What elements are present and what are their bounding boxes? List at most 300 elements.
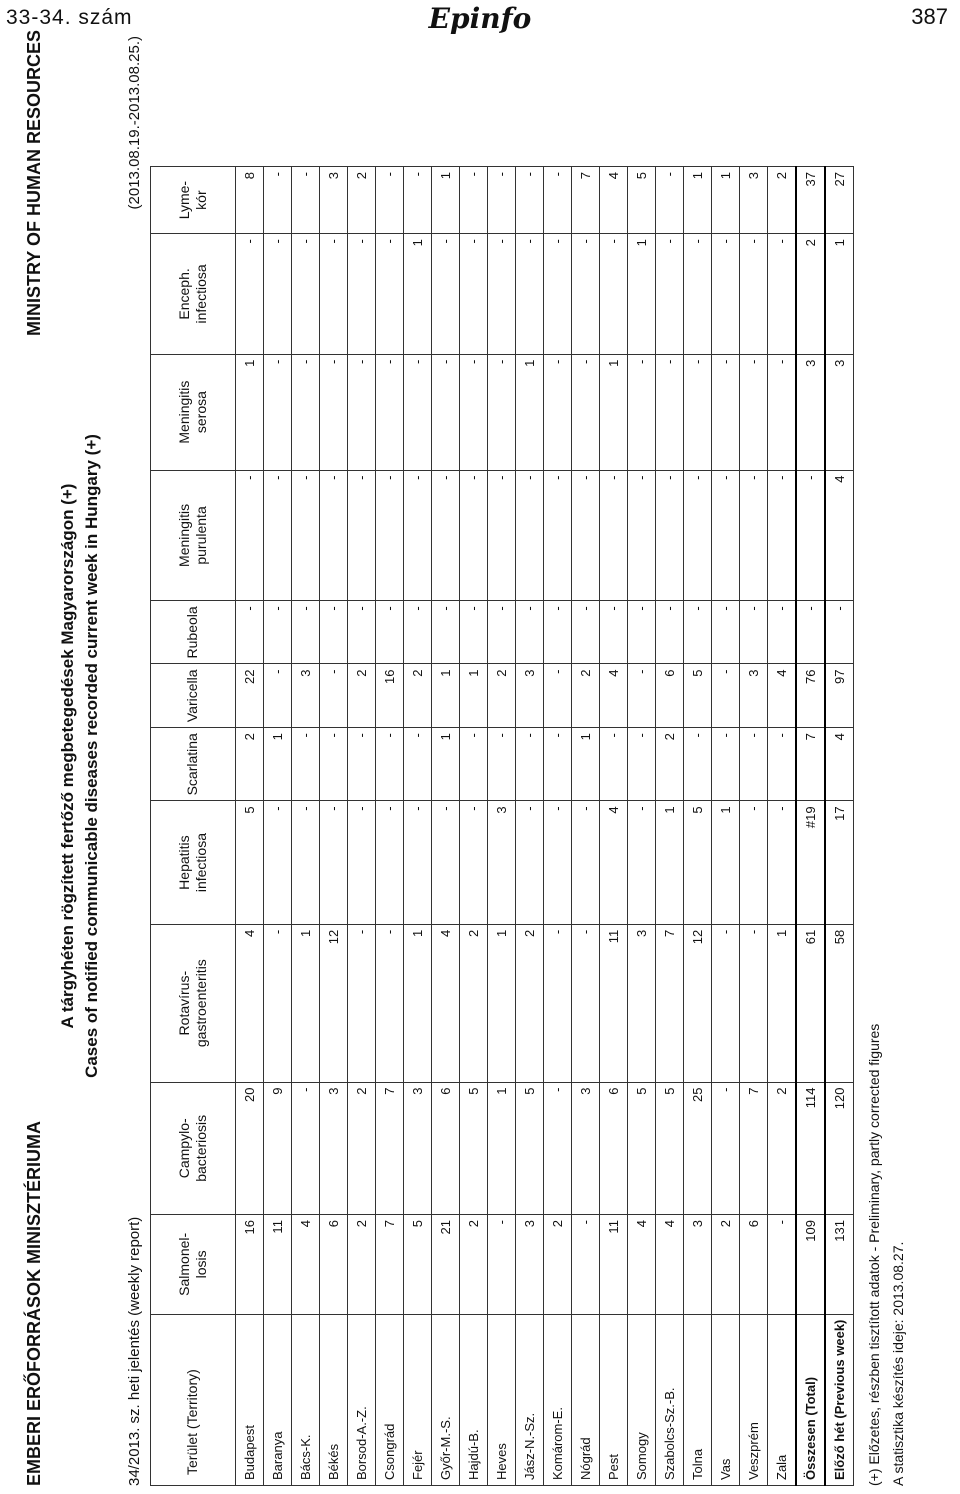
- cell-value: -: [572, 354, 600, 470]
- cell-value: 4: [432, 924, 460, 1082]
- cell-value: -: [684, 728, 712, 801]
- week-label: 34/2013. sz. heti jelentés (weekly report): [126, 1216, 143, 1486]
- epinfo-logo: Epinfo: [428, 2, 532, 35]
- cell-value: -: [656, 470, 684, 601]
- cell-value: -: [740, 234, 768, 355]
- column-header: Rotavírus-gastroenteritis: [151, 924, 236, 1082]
- cell-value: 3: [404, 1082, 432, 1215]
- territory-name: Komárom-E.: [544, 1314, 572, 1485]
- cell-value: -: [712, 601, 740, 664]
- table-row: [460, 167, 488, 1486]
- cell-value: -: [600, 601, 628, 664]
- cell-value: -: [488, 354, 516, 470]
- column-header: Enceph. infectiosa: [151, 234, 236, 355]
- cell-value: 4: [236, 924, 264, 1082]
- cell-value: 5: [404, 1215, 432, 1315]
- ministry-en: MINISTRY OF HUMAN RESOURCES: [24, 30, 44, 337]
- cell-value: 61: [796, 924, 825, 1082]
- cell-value: 2: [348, 167, 376, 234]
- table-row: [516, 167, 544, 1486]
- cell-value: 8: [236, 167, 264, 234]
- cell-value: -: [684, 470, 712, 601]
- cell-value: 4: [628, 1215, 656, 1315]
- cell-value: -: [376, 354, 404, 470]
- cell-value: -: [404, 728, 432, 801]
- cell-value: -: [264, 924, 292, 1082]
- cell-value: -: [712, 728, 740, 801]
- table-row: [292, 167, 320, 1486]
- cell-value: -: [768, 801, 797, 924]
- cell-value: 4: [600, 801, 628, 924]
- disease-table: [150, 166, 854, 1486]
- cell-value: -: [544, 1082, 572, 1215]
- cell-value: 17: [825, 801, 854, 924]
- ministry-hu: EMBERI ERŐFORRÁSOK MINISZTÉRIUMA: [24, 1120, 44, 1486]
- cell-value: 2: [236, 728, 264, 801]
- cell-value: -: [712, 924, 740, 1082]
- cell-value: -: [376, 167, 404, 234]
- cell-value: 5: [684, 664, 712, 728]
- column-header: Varicella: [151, 664, 236, 728]
- cell-value: -: [292, 801, 320, 924]
- cell-value: 3: [320, 1082, 348, 1215]
- table-row: [796, 167, 825, 1486]
- cell-value: -: [236, 470, 264, 601]
- cell-value: 5: [460, 1082, 488, 1215]
- cell-value: -: [768, 1215, 797, 1315]
- cell-value: -: [712, 354, 740, 470]
- cell-value: 6: [656, 664, 684, 728]
- cell-value: 1: [684, 167, 712, 234]
- cell-value: 16: [236, 1215, 264, 1315]
- cell-value: 2: [488, 664, 516, 728]
- cell-value: -: [236, 601, 264, 664]
- cell-value: 16: [376, 664, 404, 728]
- cell-value: -: [740, 924, 768, 1082]
- cell-value: -: [488, 601, 516, 664]
- cell-value: 6: [432, 1082, 460, 1215]
- territory-name: Pest: [600, 1314, 628, 1485]
- territory-name: Jász-N.-Sz.: [516, 1314, 544, 1485]
- cell-value: 2: [348, 1215, 376, 1315]
- cell-value: -: [376, 234, 404, 355]
- cell-value: -: [796, 601, 825, 664]
- territory-name: Budapest: [236, 1314, 264, 1485]
- report-title-en: Cases of notified communicable diseases recorded current week in Hungary (+): [82, 434, 101, 1078]
- cell-value: -: [292, 1082, 320, 1215]
- cell-value: 7: [572, 167, 600, 234]
- cell-value: -: [460, 801, 488, 924]
- table-row: [488, 167, 516, 1486]
- cell-value: -: [516, 234, 544, 355]
- cell-value: 3: [628, 924, 656, 1082]
- cell-value: -: [236, 234, 264, 355]
- cell-value: 2: [796, 234, 825, 355]
- cell-value: 1: [292, 924, 320, 1082]
- cell-value: -: [628, 728, 656, 801]
- cell-value: -: [264, 664, 292, 728]
- table-row: [572, 167, 600, 1486]
- cell-value: 5: [628, 167, 656, 234]
- cell-value: 1: [488, 924, 516, 1082]
- cell-value: -: [264, 470, 292, 601]
- cell-value: 1: [712, 801, 740, 924]
- cell-value: -: [348, 924, 376, 1082]
- cell-value: -: [264, 167, 292, 234]
- cell-value: 5: [628, 1082, 656, 1215]
- cell-value: -: [320, 801, 348, 924]
- territory-name: Előző hét (Previous week): [825, 1314, 854, 1485]
- issue-number: 33-34. szám: [6, 6, 133, 29]
- cell-value: -: [264, 354, 292, 470]
- cell-value: 5: [236, 801, 264, 924]
- cell-value: -: [404, 167, 432, 234]
- cell-value: 4: [292, 1215, 320, 1315]
- cell-value: -: [544, 924, 572, 1082]
- column-header: Hepatitis infectiosa: [151, 801, 236, 924]
- table-row: [740, 167, 768, 1486]
- cell-value: 2: [712, 1215, 740, 1315]
- cell-value: -: [740, 470, 768, 601]
- cell-value: -: [348, 801, 376, 924]
- cell-value: -: [292, 354, 320, 470]
- cell-value: 7: [740, 1082, 768, 1215]
- table-row: [712, 167, 740, 1486]
- cell-value: 1: [628, 234, 656, 355]
- cell-value: 1: [460, 664, 488, 728]
- cell-value: 4: [825, 728, 854, 801]
- cell-value: -: [572, 470, 600, 601]
- territory-name: Baranya: [264, 1314, 292, 1485]
- cell-value: -: [264, 801, 292, 924]
- cell-value: -: [376, 801, 404, 924]
- cell-value: -: [572, 801, 600, 924]
- territory-name: Heves: [488, 1314, 516, 1485]
- cell-value: 4: [600, 167, 628, 234]
- cell-value: -: [320, 601, 348, 664]
- cell-value: -: [404, 470, 432, 601]
- cell-value: -: [264, 601, 292, 664]
- cell-value: -: [712, 234, 740, 355]
- table-row: [656, 167, 684, 1486]
- cell-value: #19: [796, 801, 825, 924]
- cell-value: -: [544, 664, 572, 728]
- cell-value: 5: [656, 1082, 684, 1215]
- cell-value: 2: [656, 728, 684, 801]
- cell-value: 4: [825, 470, 854, 601]
- cell-value: 37: [796, 167, 825, 234]
- cell-value: -: [768, 354, 797, 470]
- footnote-preliminary: (+) Előzetes, részben tisztított adatok - Preliminary, partly corrected figures: [866, 1023, 882, 1486]
- cell-value: -: [628, 664, 656, 728]
- cell-value: 11: [264, 1215, 292, 1315]
- cell-value: 3: [825, 354, 854, 470]
- territory-name: Veszprém: [740, 1314, 768, 1485]
- cell-value: 2: [768, 1082, 797, 1215]
- cell-value: -: [740, 801, 768, 924]
- territory-name: Fejér: [404, 1314, 432, 1485]
- cell-value: 109: [796, 1215, 825, 1315]
- cell-value: -: [320, 470, 348, 601]
- cell-value: 1: [432, 728, 460, 801]
- cell-value: 6: [600, 1082, 628, 1215]
- cell-value: -: [348, 234, 376, 355]
- territory-name: Csongrád: [376, 1314, 404, 1485]
- cell-value: -: [712, 470, 740, 601]
- territory-name: Nógrád: [572, 1314, 600, 1485]
- cell-value: 11: [600, 924, 628, 1082]
- cell-value: 21: [432, 1215, 460, 1315]
- cell-value: 97: [825, 664, 854, 728]
- territory-name: Zala: [768, 1314, 797, 1485]
- cell-value: -: [376, 728, 404, 801]
- cell-value: 76: [796, 664, 825, 728]
- cell-value: -: [628, 354, 656, 470]
- cell-value: -: [348, 728, 376, 801]
- table-row: [264, 167, 292, 1486]
- cell-value: -: [656, 167, 684, 234]
- cell-value: 3: [292, 664, 320, 728]
- table-row: [628, 167, 656, 1486]
- table-row: [376, 167, 404, 1486]
- cell-value: 7: [376, 1082, 404, 1215]
- cell-value: 1: [432, 167, 460, 234]
- cell-value: -: [544, 801, 572, 924]
- cell-value: -: [460, 470, 488, 601]
- column-header: Rubeola: [151, 601, 236, 664]
- cell-value: 2: [460, 924, 488, 1082]
- cell-value: -: [292, 470, 320, 601]
- cell-value: -: [320, 664, 348, 728]
- cell-value: -: [740, 601, 768, 664]
- cell-value: -: [684, 354, 712, 470]
- cell-value: 9: [264, 1082, 292, 1215]
- cell-value: -: [376, 601, 404, 664]
- cell-value: 6: [740, 1215, 768, 1315]
- cell-value: -: [544, 728, 572, 801]
- cell-value: -: [712, 664, 740, 728]
- cell-value: -: [544, 167, 572, 234]
- cell-value: -: [432, 801, 460, 924]
- cell-value: -: [768, 470, 797, 601]
- cell-value: -: [656, 601, 684, 664]
- cell-value: -: [572, 924, 600, 1082]
- cell-value: -: [572, 601, 600, 664]
- cell-value: 1: [712, 167, 740, 234]
- table-row: [432, 167, 460, 1486]
- table-row: [320, 167, 348, 1486]
- cell-value: -: [320, 728, 348, 801]
- cell-value: 1: [404, 234, 432, 355]
- table-row: [768, 167, 797, 1486]
- cell-value: -: [432, 470, 460, 601]
- cell-value: 1: [236, 354, 264, 470]
- page-number: 387: [911, 4, 948, 29]
- cell-value: 2: [768, 167, 797, 234]
- cell-value: -: [488, 1215, 516, 1315]
- cell-value: -: [460, 167, 488, 234]
- cell-value: 3: [488, 801, 516, 924]
- cell-value: 3: [740, 167, 768, 234]
- cell-value: 2: [460, 1215, 488, 1315]
- cell-value: -: [516, 601, 544, 664]
- cell-value: -: [740, 728, 768, 801]
- cell-value: 120: [825, 1082, 854, 1215]
- cell-value: -: [740, 354, 768, 470]
- cell-value: 7: [656, 924, 684, 1082]
- column-header: Campylo-bacteriosis: [151, 1082, 236, 1215]
- table-row: [684, 167, 712, 1486]
- cell-value: 1: [825, 234, 854, 355]
- cell-value: -: [684, 234, 712, 355]
- cell-value: -: [348, 601, 376, 664]
- cell-value: 1: [768, 924, 797, 1082]
- column-header: Meningitis purulenta: [151, 470, 236, 601]
- cell-value: 2: [572, 664, 600, 728]
- cell-value: -: [460, 601, 488, 664]
- cell-value: -: [376, 470, 404, 601]
- territory-name: Győr-M.-S.: [432, 1314, 460, 1485]
- report-title-hu: A tárgyhéten rögzített fertőző megbetegedések Magyarországon (+): [58, 483, 77, 1029]
- cell-value: -: [544, 470, 572, 601]
- cell-value: 22: [236, 664, 264, 728]
- territory-name: Vas: [712, 1314, 740, 1485]
- cell-value: -: [376, 924, 404, 1082]
- column-header: Lyme-kór: [151, 167, 236, 234]
- territory-name: Bács-K.: [292, 1314, 320, 1485]
- territory-name: Békés: [320, 1314, 348, 1485]
- cell-value: 2: [404, 664, 432, 728]
- report-period: (2013.08.19.-2013.08.25.): [126, 36, 143, 210]
- cell-value: -: [628, 470, 656, 601]
- cell-value: -: [600, 728, 628, 801]
- table-row: [404, 167, 432, 1486]
- cell-value: -: [656, 234, 684, 355]
- cell-value: -: [544, 354, 572, 470]
- cell-value: 2: [348, 664, 376, 728]
- territory-name: Összesen (Total): [796, 1314, 825, 1485]
- territory-name: Borsod-A.-Z.: [348, 1314, 376, 1485]
- cell-value: 3: [740, 664, 768, 728]
- cell-value: 131: [825, 1215, 854, 1315]
- footnote-date: A statisztika készítés ideje: 2013.08.27.: [890, 1241, 906, 1486]
- cell-value: 11: [600, 1215, 628, 1315]
- cell-value: -: [712, 1082, 740, 1215]
- cell-value: -: [320, 354, 348, 470]
- cell-value: -: [488, 728, 516, 801]
- table-row: [600, 167, 628, 1486]
- cell-value: 3: [572, 1082, 600, 1215]
- table-row: [236, 167, 264, 1486]
- cell-value: -: [796, 470, 825, 601]
- cell-value: -: [460, 728, 488, 801]
- cell-value: 2: [348, 1082, 376, 1215]
- column-header: Scarlatina: [151, 728, 236, 801]
- column-header: Meningitis serosa: [151, 354, 236, 470]
- table-body: [236, 167, 854, 1486]
- cell-value: -: [488, 234, 516, 355]
- cell-value: -: [460, 234, 488, 355]
- report-header: [20, 26, 150, 1486]
- cell-value: 4: [768, 664, 797, 728]
- cell-value: -: [600, 470, 628, 601]
- cell-value: 7: [796, 728, 825, 801]
- cell-value: -: [432, 234, 460, 355]
- cell-value: 25: [684, 1082, 712, 1215]
- cell-value: -: [768, 234, 797, 355]
- rotated-report: [20, 26, 954, 1486]
- cell-value: 1: [404, 924, 432, 1082]
- territory-name: Tolna: [684, 1314, 712, 1485]
- cell-value: 2: [516, 924, 544, 1082]
- cell-value: 3: [516, 664, 544, 728]
- cell-value: -: [292, 234, 320, 355]
- cell-value: 1: [600, 354, 628, 470]
- cell-value: 1: [656, 801, 684, 924]
- cell-value: -: [264, 234, 292, 355]
- cell-value: 5: [516, 1082, 544, 1215]
- cell-value: -: [684, 601, 712, 664]
- cell-value: -: [404, 801, 432, 924]
- cell-value: -: [544, 234, 572, 355]
- cell-value: -: [320, 234, 348, 355]
- territory-name: Somogy: [628, 1314, 656, 1485]
- cell-value: 3: [516, 1215, 544, 1315]
- cell-value: -: [768, 601, 797, 664]
- cell-value: 4: [600, 664, 628, 728]
- territory-name: Szabolcs-Sz.-B.: [656, 1314, 684, 1485]
- cell-value: 3: [796, 354, 825, 470]
- cell-value: 6: [320, 1215, 348, 1315]
- cell-value: -: [348, 354, 376, 470]
- cell-value: 4: [656, 1215, 684, 1315]
- cell-value: -: [516, 167, 544, 234]
- cell-value: -: [628, 801, 656, 924]
- cell-value: -: [348, 470, 376, 601]
- cell-value: -: [404, 354, 432, 470]
- cell-value: -: [600, 234, 628, 355]
- cell-value: -: [460, 354, 488, 470]
- cell-value: 1: [572, 728, 600, 801]
- cell-value: -: [516, 801, 544, 924]
- cell-value: -: [768, 728, 797, 801]
- cell-value: 12: [320, 924, 348, 1082]
- territory-header: Terület (Territory): [151, 1314, 236, 1485]
- cell-value: 2: [544, 1215, 572, 1315]
- cell-value: -: [432, 354, 460, 470]
- cell-value: -: [432, 601, 460, 664]
- cell-value: 58: [825, 924, 854, 1082]
- cell-value: -: [544, 601, 572, 664]
- cell-value: -: [656, 354, 684, 470]
- footnotes: [862, 26, 910, 1486]
- cell-value: 27: [825, 167, 854, 234]
- cell-value: -: [572, 234, 600, 355]
- cell-value: 1: [488, 1082, 516, 1215]
- table-row: [825, 167, 854, 1486]
- cell-value: 7: [376, 1215, 404, 1315]
- territory-name: Hajdú-B.: [460, 1314, 488, 1485]
- cell-value: -: [516, 728, 544, 801]
- cell-value: -: [825, 601, 854, 664]
- cell-value: -: [404, 601, 432, 664]
- cell-value: -: [628, 601, 656, 664]
- column-header: Salmonel-losis: [151, 1215, 236, 1315]
- cell-value: 5: [684, 801, 712, 924]
- cell-value: 114: [796, 1082, 825, 1215]
- cell-value: -: [516, 470, 544, 601]
- cell-value: 20: [236, 1082, 264, 1215]
